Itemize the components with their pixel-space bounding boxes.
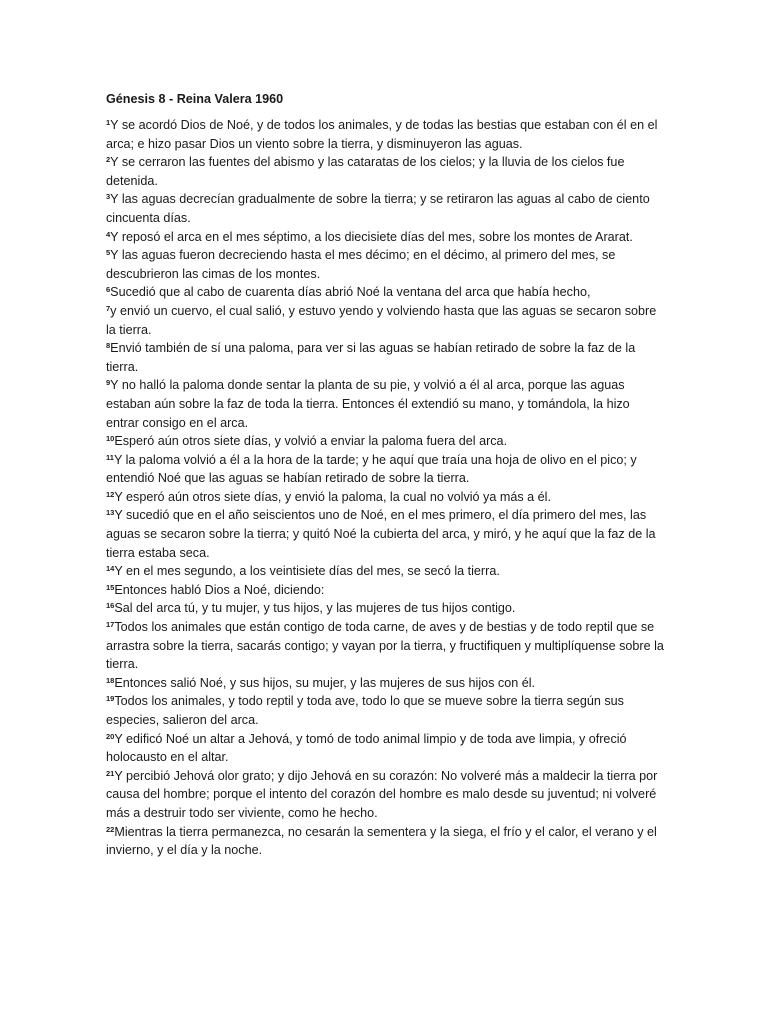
verse [106, 432, 666, 451]
verse [106, 692, 666, 729]
verse [106, 581, 666, 600]
verse-text: Sucedió que al cabo de cuarenta días abrió Noé la ventana del arca que había hecho, [110, 285, 591, 300]
verse-text: Y se acordó Dios de Noé, y de todos los animales, y de todas las bestias que estaban con él en el arca; e hizo pasar Dios un viento sobre la tierra, y disminuyeron las aguas. [106, 118, 658, 151]
verse [106, 190, 666, 227]
verse-text: Y esperó aún otros siete días, y envió la paloma, la cual no volvió ya más a él. [114, 489, 551, 504]
verse-number: 21 [106, 768, 115, 778]
verse-number: 16 [106, 601, 115, 611]
verse-text: Y las aguas decrecían gradualmente de sobre la tierra; y se retiraron las aguas al cabo de ciento cincuenta días. [106, 192, 650, 225]
verse-number: 12 [106, 489, 115, 499]
verse [106, 599, 666, 618]
verse-number: 18 [106, 675, 115, 685]
verse-number: 5 [106, 248, 111, 258]
verse-number: 1 [106, 118, 111, 127]
verse-number: 9 [106, 378, 111, 388]
verse [106, 228, 666, 247]
verse [106, 618, 666, 674]
verse [106, 823, 666, 860]
verse-text: Y reposó el arca en el mes séptimo, a los diecisiete días del mes, sobre los montes de Ararat. [110, 229, 633, 244]
verse [106, 506, 666, 562]
verse-number: 10 [106, 434, 115, 444]
verse-text: Y sucedió que en el año seiscientos uno de Noé, en el mes primero, el día primero del mes, las aguas se secaron sobre la tierra; y quitó Noé la cubierta del arca, y miró, y he aquí que la faz de la tierra estaba seca. [106, 508, 656, 560]
verse-list [106, 116, 666, 860]
verse [106, 116, 666, 153]
verse-number: 11 [106, 452, 114, 462]
verse-number: 17 [106, 620, 115, 630]
verse [106, 302, 666, 339]
verse-text: Envió también de sí una paloma, para ver si las aguas se habían retirado de sobre la faz de la tierra. [106, 341, 636, 374]
verse-text: Y edificó Noé un altar a Jehová, y tomó de todo animal limpio y de toda ave limpia, y ofreció holocausto en el altar. [106, 731, 627, 765]
document-title: Génesis 8 - Reina Valera 1960 [106, 92, 284, 106]
verse-text: Sal del arca tú, y tu mujer, y tus hijos, y las mujeres de tus hijos contigo. [114, 601, 516, 616]
verse-number: 15 [106, 582, 115, 592]
verse-number: 3 [106, 192, 111, 202]
document-page [106, 90, 666, 860]
verse [106, 376, 666, 432]
verse-number: 22 [106, 824, 115, 834]
verse-text: Y en el mes segundo, a los veintisiete días del mes, se secó la tierra. [114, 564, 500, 579]
verse-text: y envió un cuervo, el cual salió, y estuvo yendo y volviendo hasta que las aguas se secaron sobre la tierra. [106, 303, 657, 337]
verse-text: Y no halló la paloma donde sentar la planta de su pie, y volvió a él al arca, porque las aguas estaban aún sobre la faz de toda la tierra. Entonces él extendió su mano, y tomándola, la hizo entrar consigo en el arca. [106, 378, 630, 430]
verse [106, 488, 666, 507]
verse-number: 7 [106, 303, 111, 313]
verse [106, 339, 666, 376]
verse-text: Y la paloma volvió a él a la hora de la tarde; y he aquí que traía una hoja de olivo en el pico; y entendió Noé que las aguas se habían retirado de sobre la tierra. [106, 452, 637, 486]
verse-text: Entonces habló Dios a Noé, diciendo: [114, 582, 325, 597]
verse-number: 20 [106, 731, 115, 741]
verse [106, 730, 666, 767]
verse [106, 767, 666, 823]
verse-number: 2 [106, 155, 111, 165]
verse-number: 13 [106, 508, 115, 518]
verse [106, 246, 666, 283]
verse-number: 19 [106, 694, 115, 704]
verse-number: 14 [106, 564, 115, 574]
verse [106, 674, 666, 693]
verse-text: Todos los animales que están contigo de toda carne, de aves y de bestias y de todo reptil que se arrastra sobre la tierra, sacarás contigo; y vayan por la tierra, y fructifiquen y multiplíquense sobre la tierra. [106, 620, 664, 672]
verse-text: Todos los animales, y todo reptil y toda ave, todo lo que se mueve sobre la tierra según sus especies, salieron del arca. [106, 694, 624, 727]
verse-number: 4 [106, 229, 111, 239]
verse-text: Mientras la tierra permanezca, no cesarán la sementera y la siega, el frío y el calor, el verano y el invierno, y el día y la noche. [106, 824, 657, 858]
verse-text: Y las aguas fueron decreciendo hasta el mes décimo; en el décimo, al primero del mes, se descubrieron las cimas de los montes. [106, 248, 616, 281]
verse-number: 6 [106, 285, 111, 295]
verse-text: Esperó aún otros siete días, y volvió a enviar la paloma fuera del arca. [114, 434, 508, 449]
verse [106, 562, 666, 581]
verse-text: Entonces salió Noé, y sus hijos, su mujer, y las mujeres de sus hijos con él. [114, 675, 536, 690]
verse-text: Y se cerraron las fuentes del abismo y las cataratas de los cielos; y la lluvia de los cielos fue detenida. [106, 155, 625, 188]
verse-number: 8 [106, 341, 111, 351]
verse [106, 153, 666, 190]
verse [106, 451, 666, 488]
verse [106, 283, 666, 302]
verse-text: Y percibió Jehová olor grato; y dijo Jehová en su corazón: No volveré más a maldecir la tierra por causa del hombre; porque el intento del corazón del hombre es malo desde su juventud; ni volveré más a destruir todo ser viviente, como he hecho. [106, 768, 658, 820]
